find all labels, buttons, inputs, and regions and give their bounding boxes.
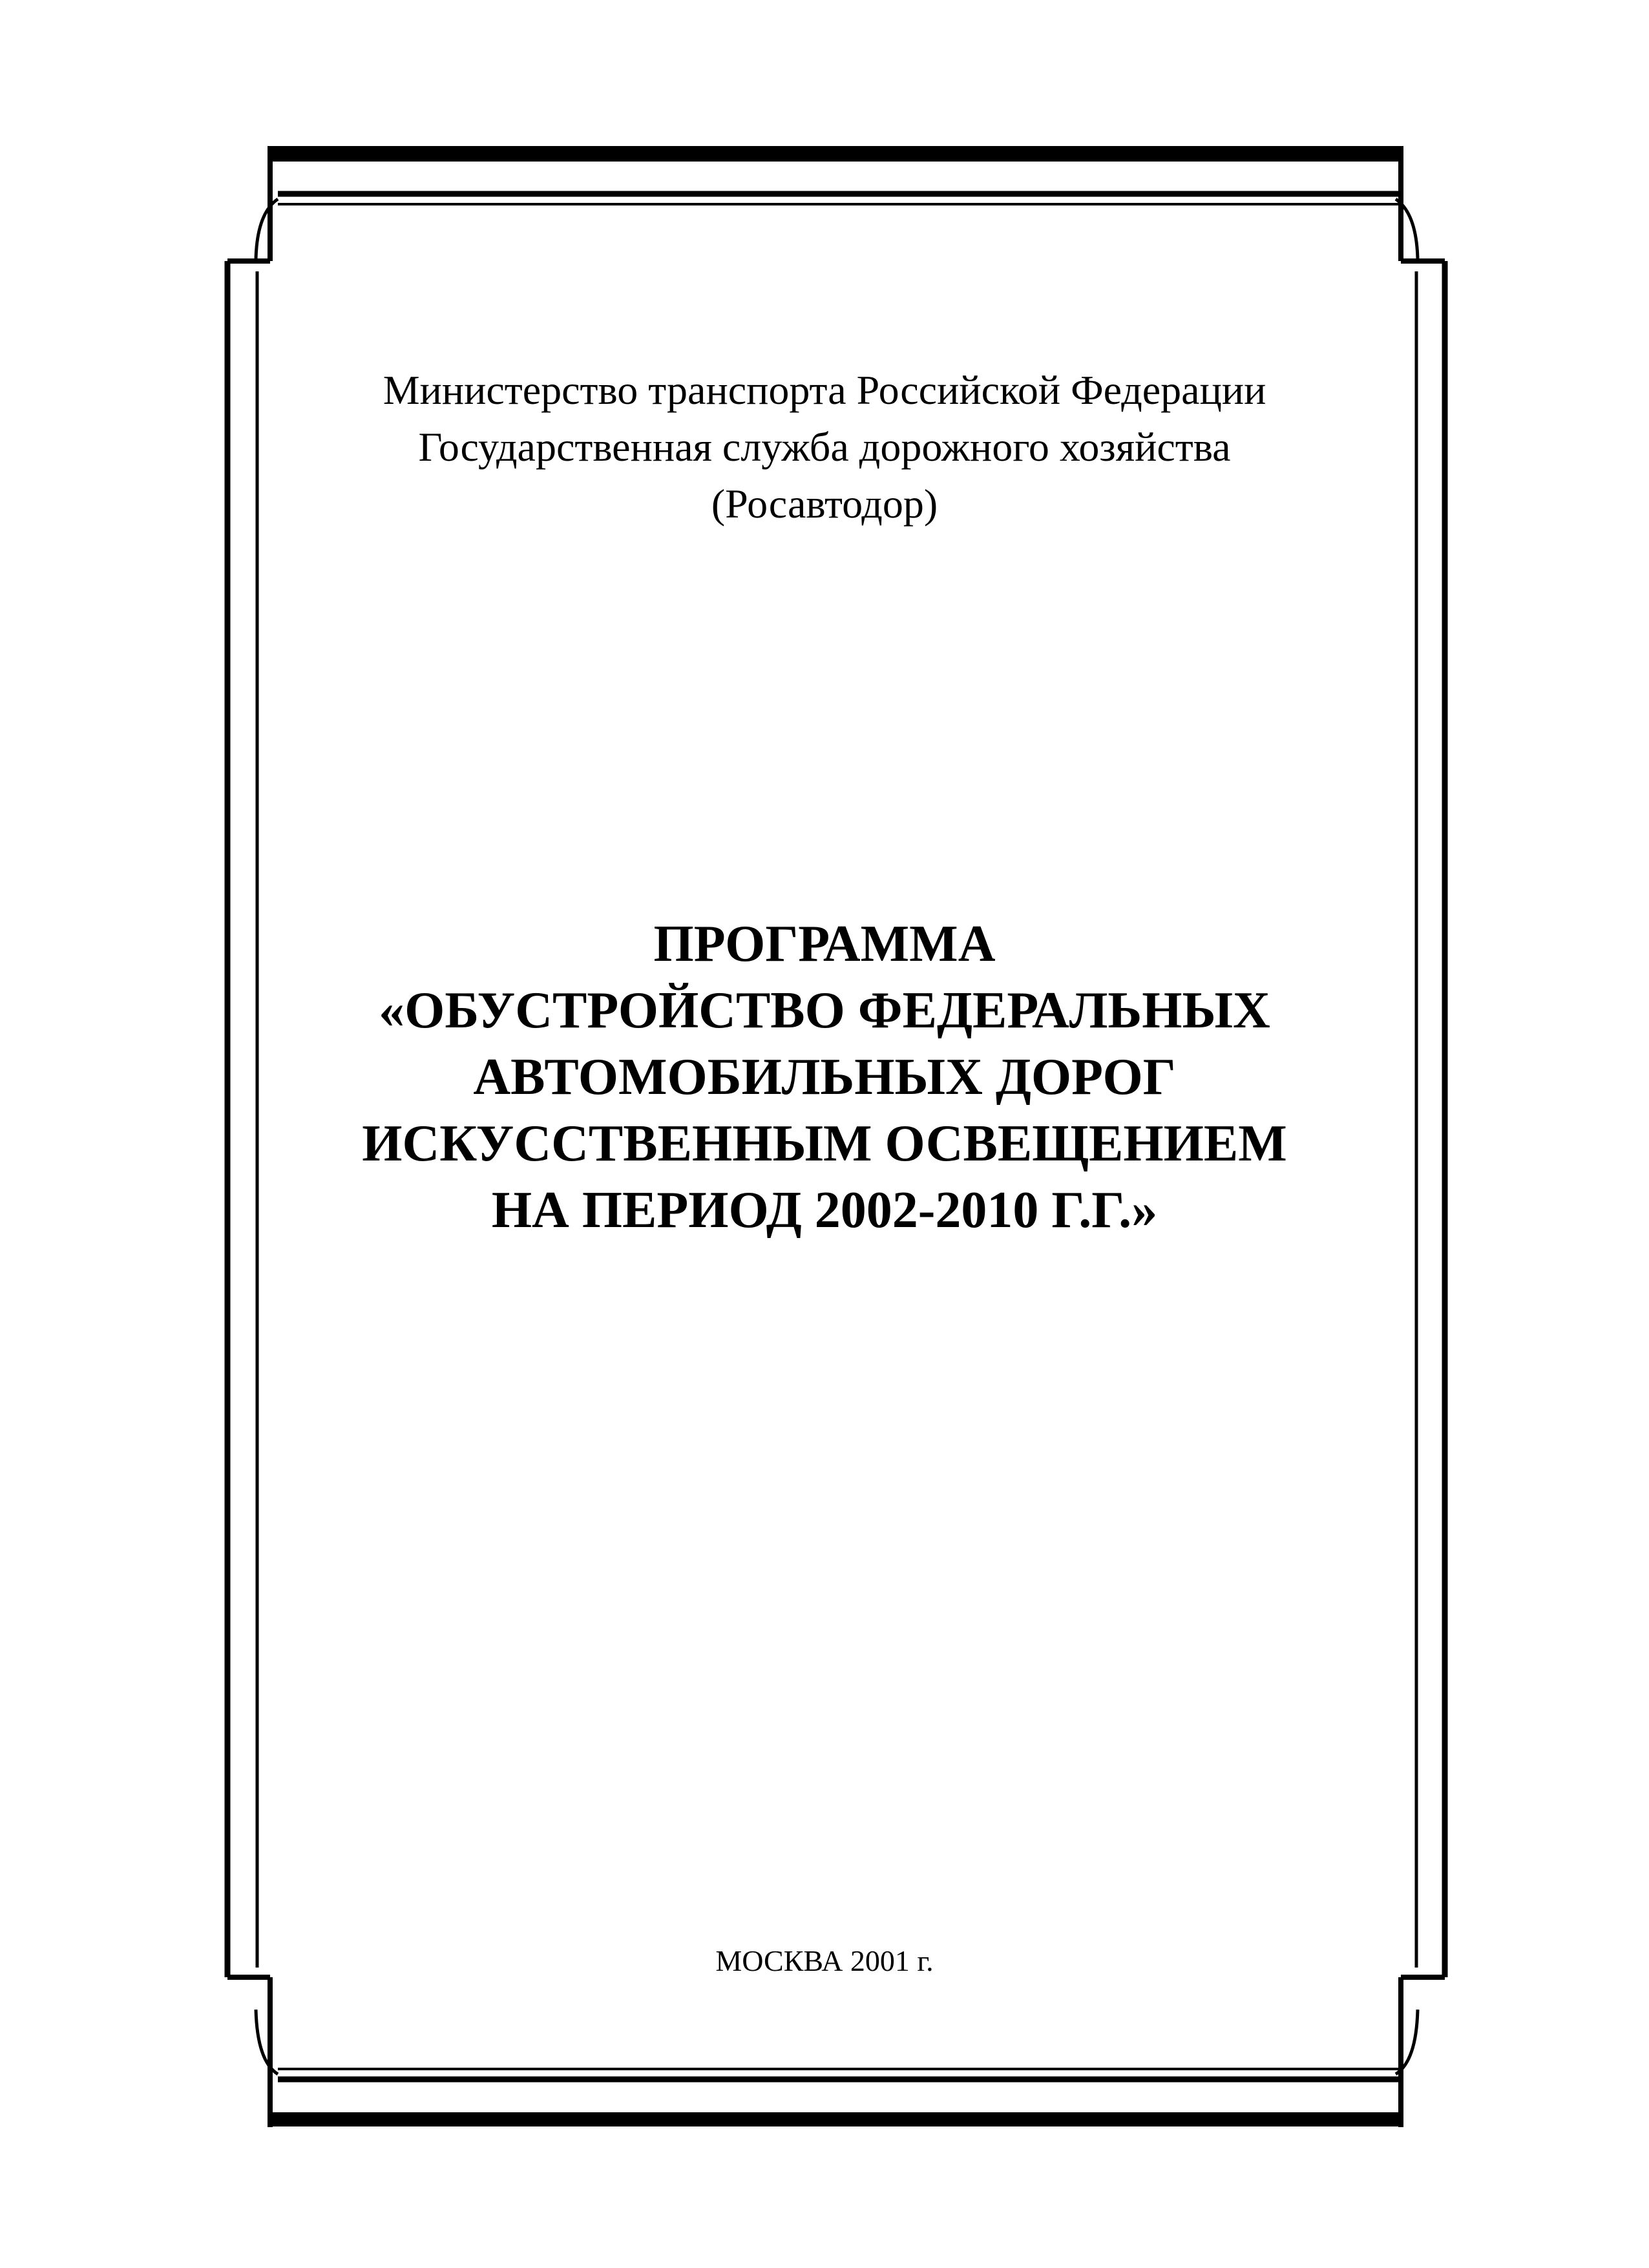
title-line-5: НА ПЕРИОД 2002-2010 Г.Г.» (491, 1182, 1158, 1239)
organization-ministry: Министерство транспорта Российской Федерации (383, 367, 1266, 413)
organization-service: Государственная служба дорожного хозяйства (418, 424, 1231, 470)
issuing-organization (0, 362, 1649, 532)
organization-abbreviation: (Росавтодор) (711, 481, 938, 527)
title-line-1: ПРОГРАММА (653, 916, 996, 972)
title-line-2: «ОБУСТРОЙСТВО ФЕДЕРАЛЬНЫХ (379, 982, 1270, 1039)
title-line-4: ИСКУССТВЕННЫМ ОСВЕЩЕНИЕМ (362, 1115, 1287, 1172)
title-line-3: АВТОМОБИЛЬНЫХ ДОРОГ (473, 1049, 1176, 1106)
place-and-year: МОСКВА 2001 г. (715, 1944, 934, 1977)
document-title (0, 911, 1649, 1244)
